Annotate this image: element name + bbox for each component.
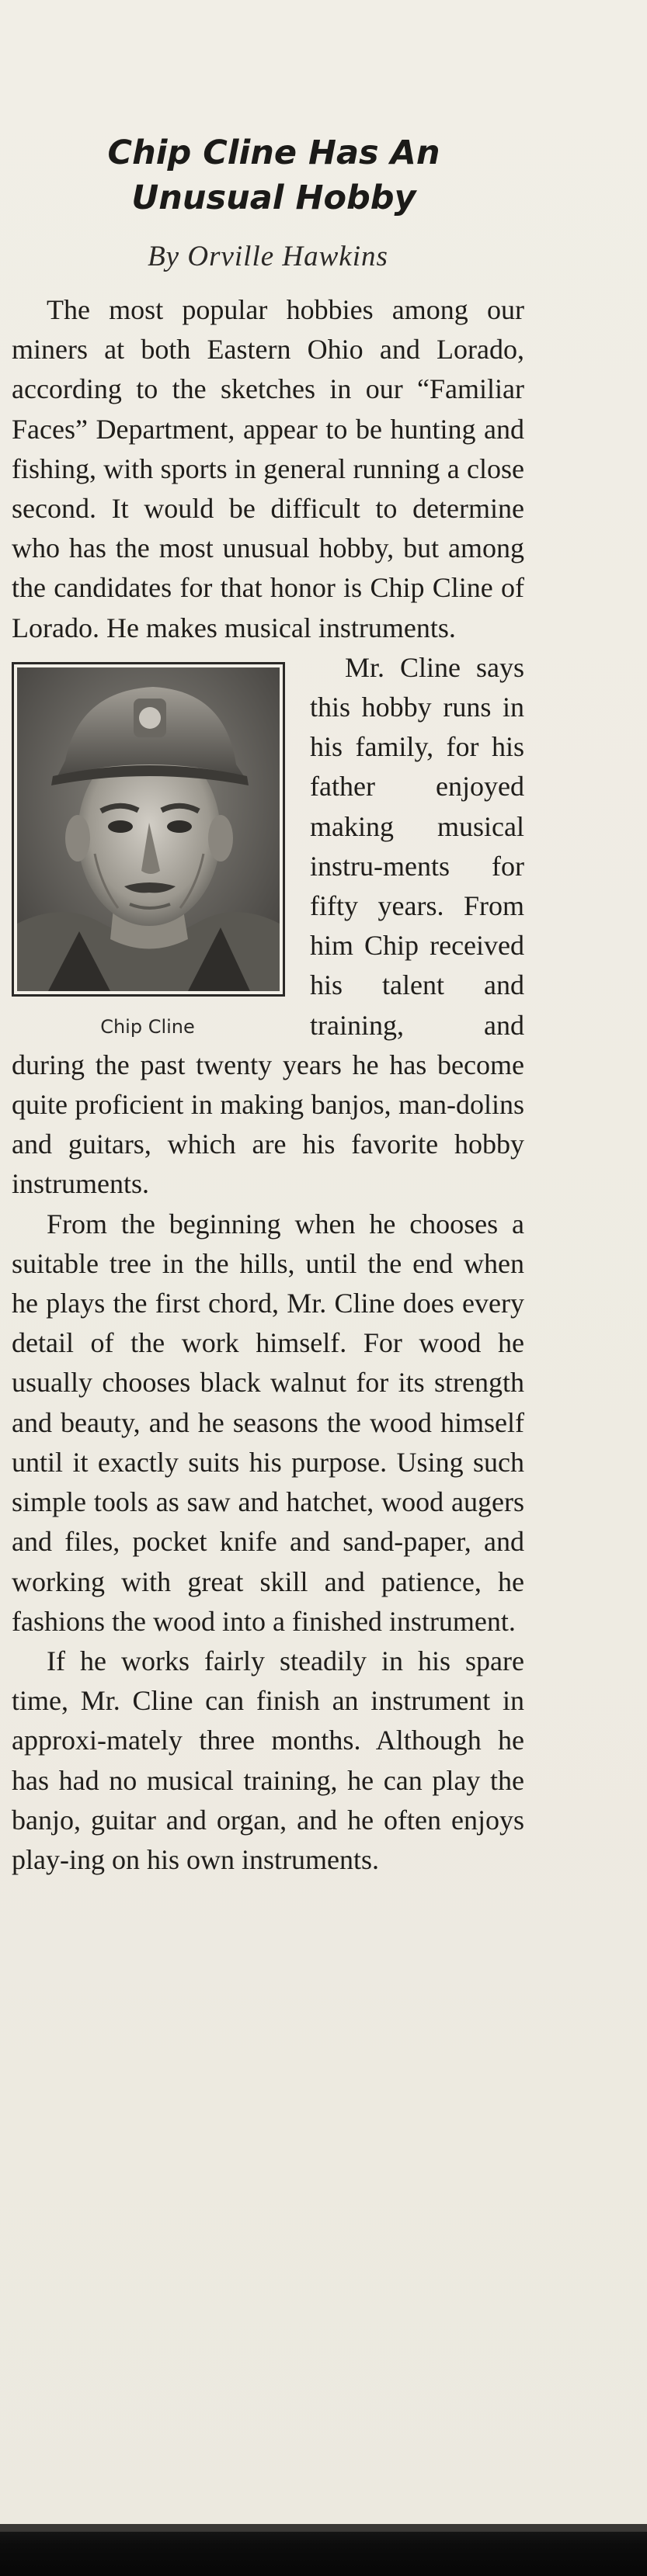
article-title [0,130,548,220]
article-title-line-2: Unusual Hobby [131,179,416,217]
portrait-figure [12,662,293,1038]
portrait-image [17,667,280,991]
portrait-caption: Chip Cline [100,1015,195,1038]
paragraph-4: If he works fairly steadily in his spare time, Mr. Cline can finish an instrument in approxi-mately three months. Although he has had no musical training, he can play the banjo, guitar and organ, and he often enjoys play-ing on his own instruments. [12,1645,524,1875]
portrait-photo [12,662,285,997]
article-title-line-1: Chip Cline Has An [107,133,440,172]
page-bottom-edge [0,2524,647,2576]
article-body [12,290,524,1880]
paragraph-3: From the beginning when he chooses a suitable tree in the hills, until the end when he plays the first chord, Mr. Cline does every detail of the work himself. For wood he usually chooses black walnut for its strength and beauty, and he seasons the wood himself until it exactly suits his purpose. Using such simple tools as saw and hatchet, wood augers and files, pocket knife and sand-paper, and working with great skill and patience, he fashions the wood into a finished instrument. [12,1208,524,1637]
paragraph-2: Mr. Cline says this hobby runs in his family, for his father enjoyed making musical instru-ments for fifty years. From him Chip received his talent and training, and during the past twenty years he has become quite proficient in making banjos, man-dolins and guitars, which are his favorite hobby instruments. [12,651,524,1200]
paragraph-1: The most popular hobbies among our miners at both Eastern Ohio and Lorado, according to the sketches in our “Familiar Faces” Department, appear to be hunting and fishing, with sports in general running a close second. It would be difficult to determine who has the most unusual hobby, but among the candidates for that honor is Chip Cline of Lorado. He makes musical instruments. [12,294,524,643]
article-byline: By Orville Hawkins [148,241,388,272]
